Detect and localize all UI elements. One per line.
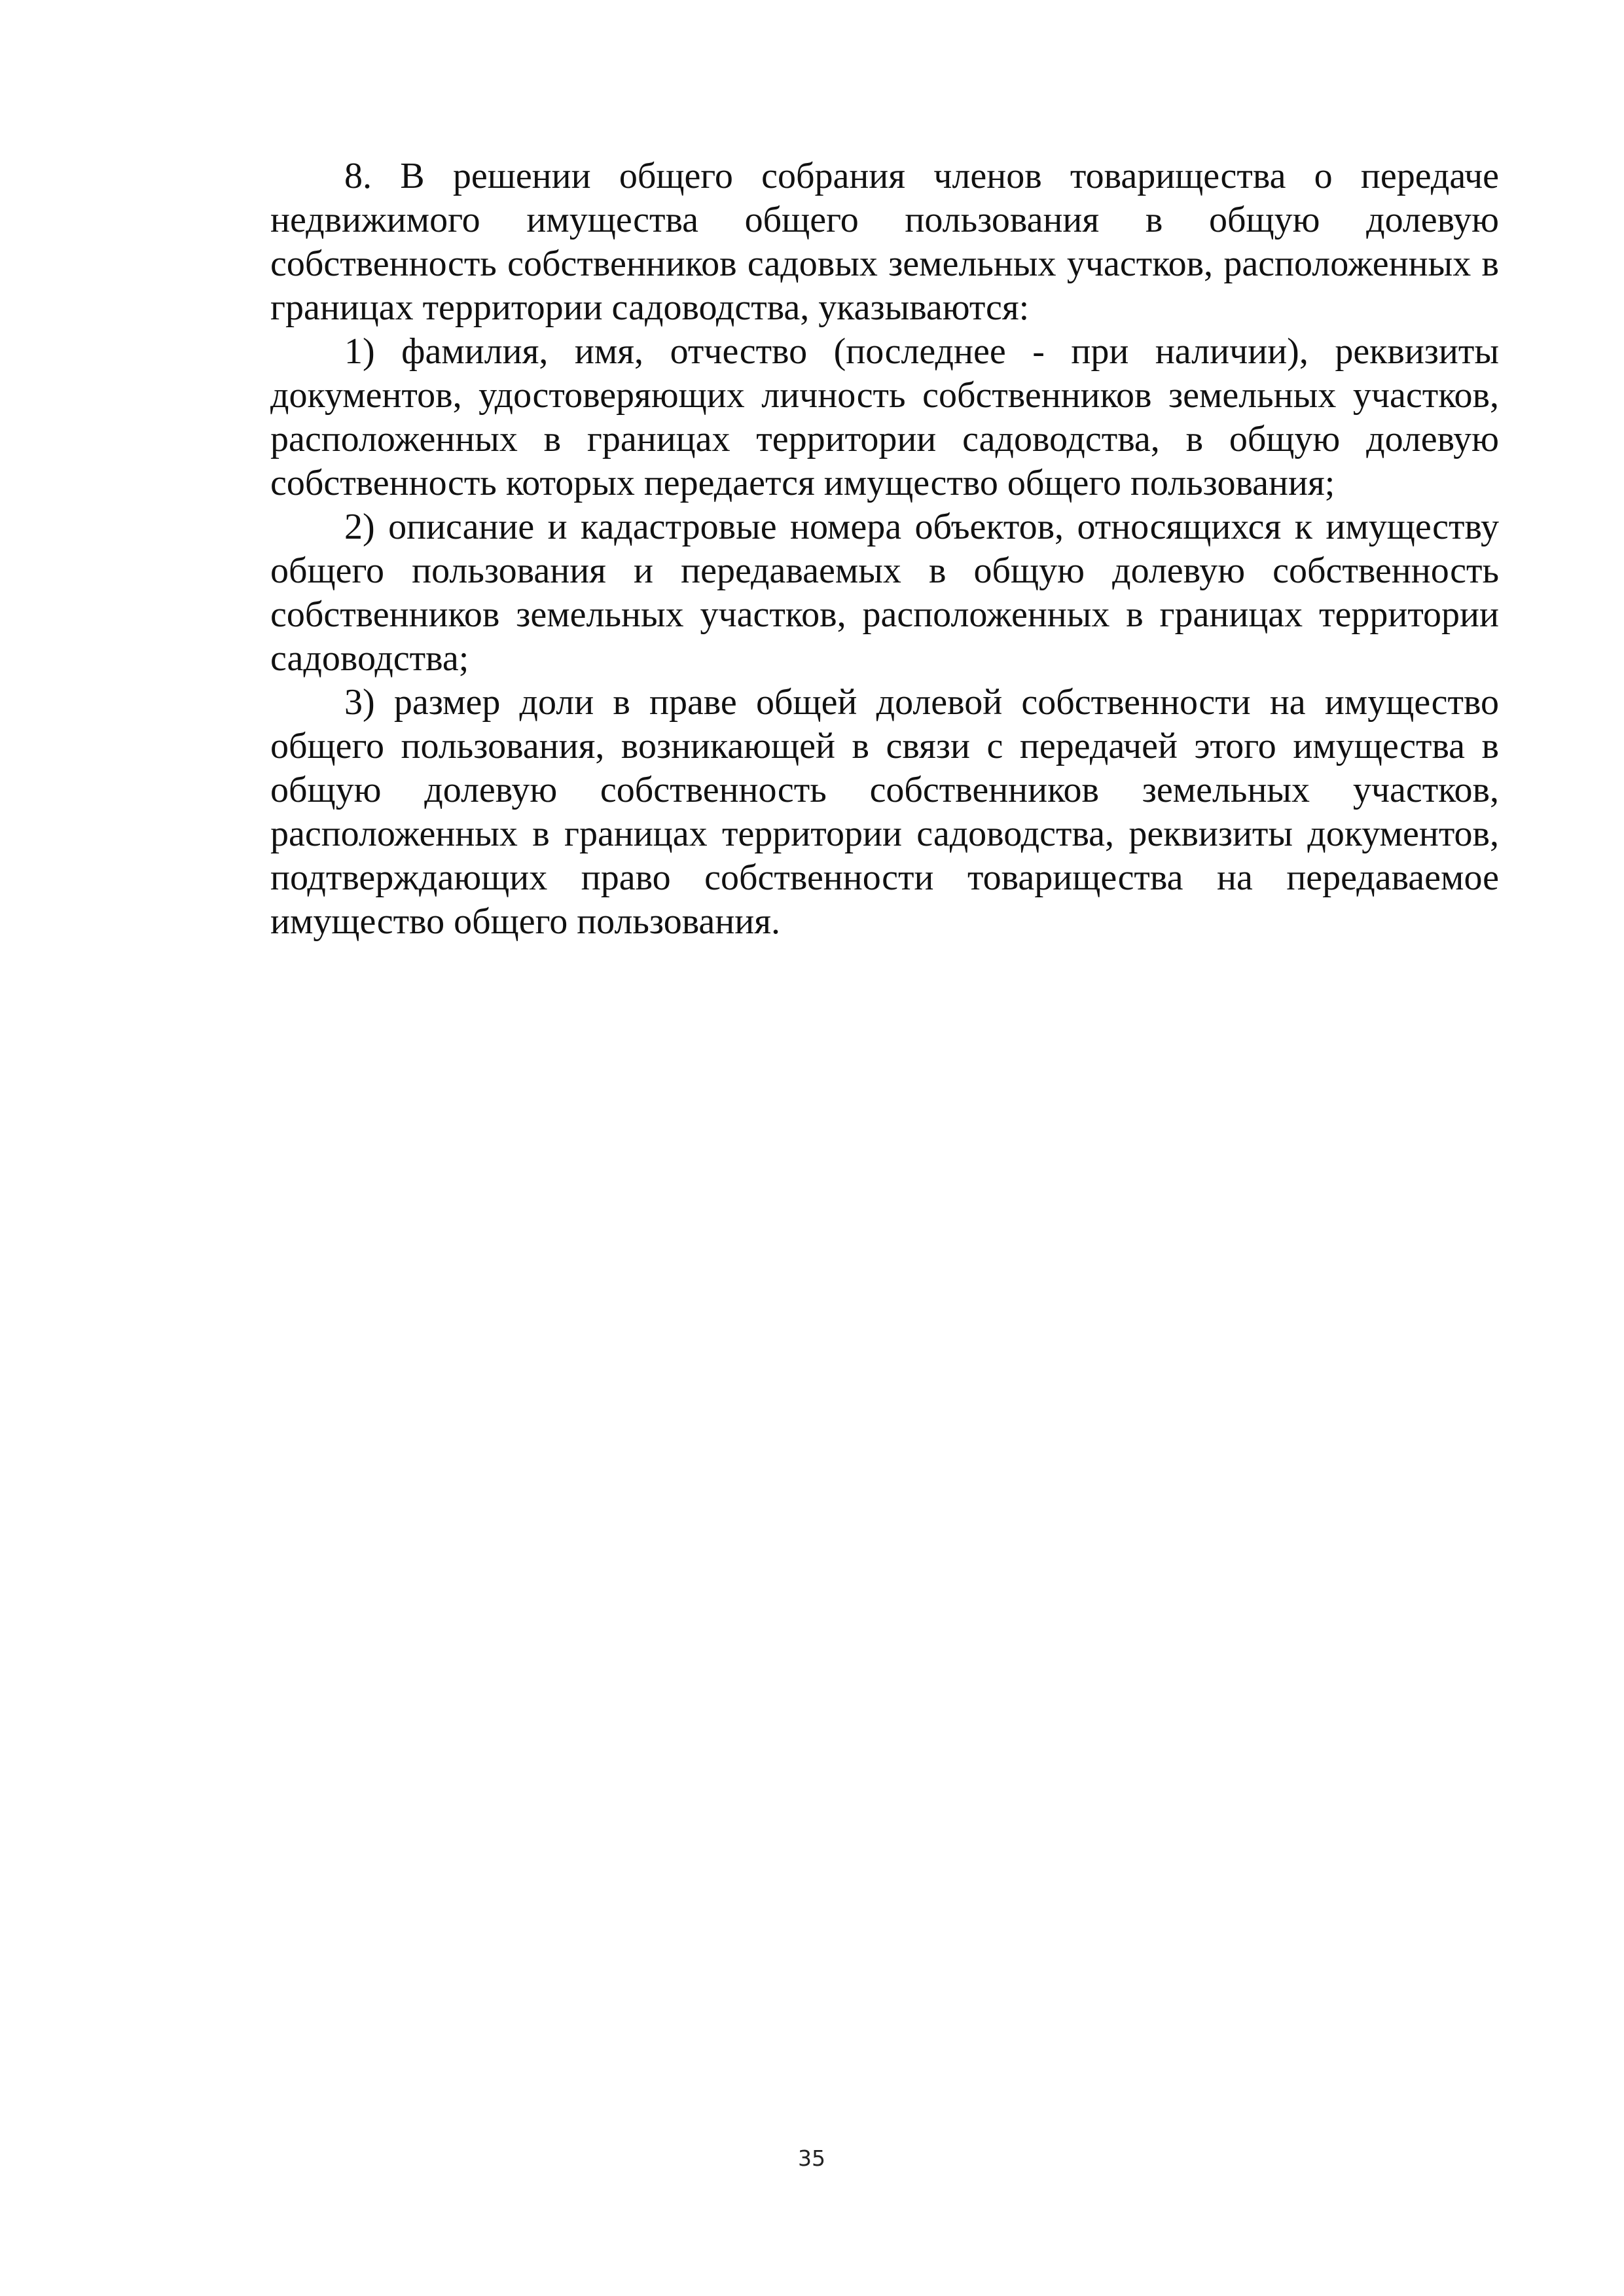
paragraph-item-8: 8. В решении общего собрания членов товарищества о передаче недвижимого имущества общего пользования в общую долевую собственность собственников садовых земельных участков, расположенных в границах территории садоводства, указываются:: [270, 156, 1499, 328]
paragraph-subitem-3: 3) размер доли в праве общей долевой собственности на имущество общего пользования, возникающей в связи с передачей этого имущества в общую долевую собственность собственников земельных участков, расположенных в границах территории садоводства, реквизиты документов, подтверждающих право собственности товарищества на передаваемое имущество общего пользования.: [270, 682, 1499, 942]
paragraph-subitem-2: 2) описание и кадастровые номера объектов, относящихся к имуществу общего пользования и передаваемых в общую долевую собственность собственников земельных участков, расположенных в границах территории садоводства;: [270, 507, 1499, 679]
document-body: [270, 154, 1499, 944]
page-number: 35: [798, 2145, 825, 2171]
paragraph-subitem-1: 1) фамилия, имя, отчество (последнее - при наличии), реквизиты документов, удостоверяющих личность собственников земельных участков, расположенных в границах территории садоводства, в общую долевую собственность которых передается имущество общего пользования;: [270, 331, 1499, 503]
